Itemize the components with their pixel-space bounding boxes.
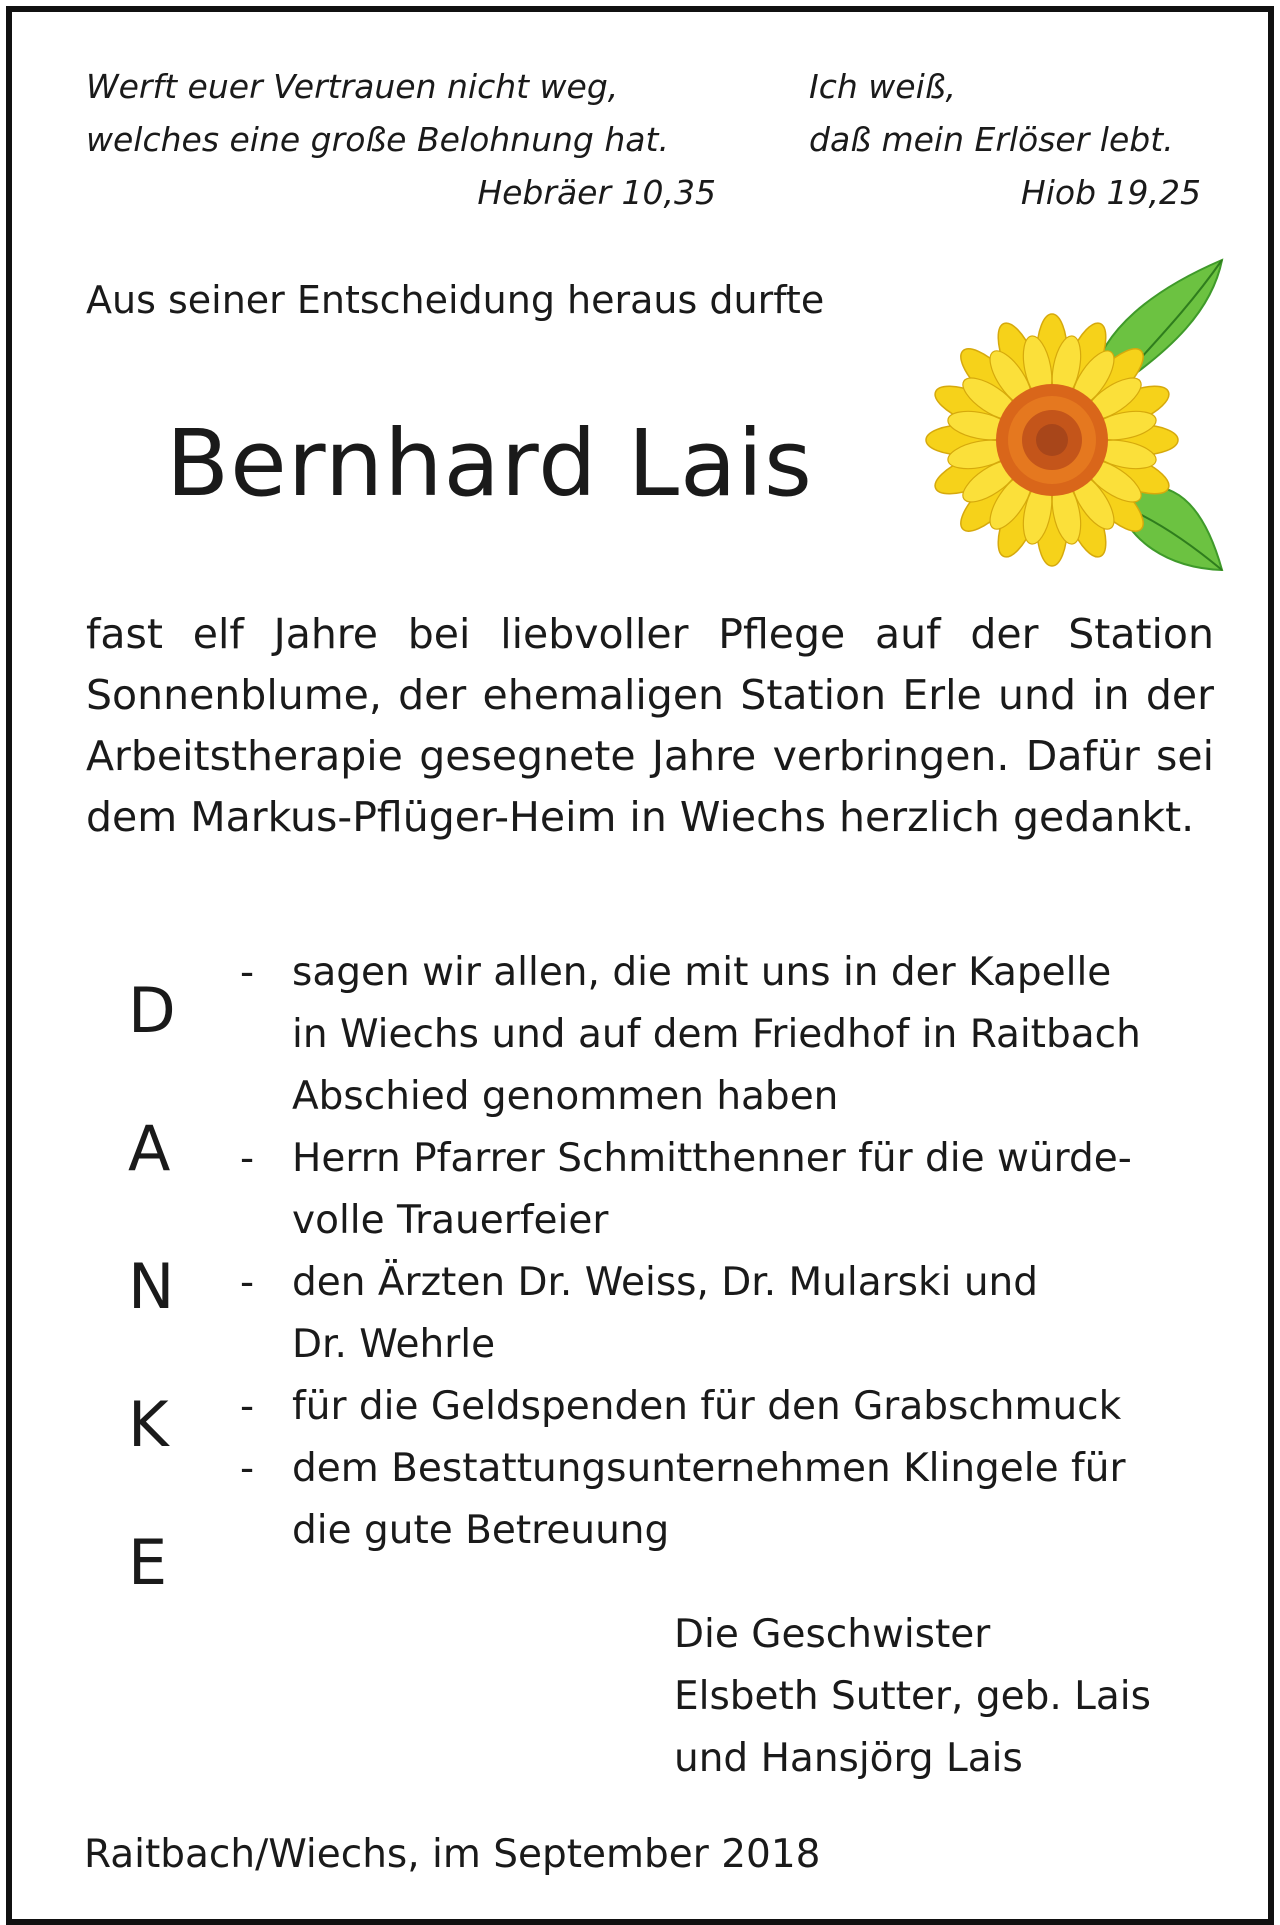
thanks-line: Dr. Wehrle [292,1322,496,1367]
list-item [240,1252,1240,1376]
deceased-name: Bernhard Lais [166,410,813,517]
list-item [240,1128,1240,1252]
list-item [240,942,1240,1128]
place-date: Raitbach/Wiechs, im September 2018 [84,1832,821,1877]
thanks-line: Herrn Pfarrer Schmitthenner für die würde- [292,1136,1132,1181]
thanks-line: Abschied genommen haben [292,1074,839,1119]
danke-letter: K [128,1388,169,1461]
verse-line: Ich weiß, [809,67,957,106]
dash-marker: - [240,1260,255,1305]
danke-letter: A [128,1112,171,1185]
signature-line: und Hansjörg Lais [674,1736,1023,1781]
thanks-line: in Wiechs und auf dem Friedhof in Raitbach [292,1012,1141,1057]
dash-marker: - [240,1384,255,1429]
danke-acrostic [128,942,176,1632]
verse-line: daß mein Erlöser lebt. [809,120,1174,159]
danke-letter: D [128,974,176,1047]
signature-block [674,1604,1151,1790]
intro-text: Aus seiner Entscheidung heraus durfte [86,278,825,322]
verse-line: Werft euer Vertrauen nicht weg, [86,67,619,106]
thanks-line: die gute Betreuung [292,1508,670,1553]
dash-marker: - [240,1446,255,1491]
thanks-line: für die Geldspenden für den Grabschmuck [292,1384,1122,1429]
danke-letter: N [128,1250,175,1323]
list-item [240,1438,1240,1562]
dash-marker: - [240,950,255,995]
verse-reference: Hebräer 10,35 [477,173,716,212]
list-item [240,1376,1240,1438]
bible-verse-right [809,60,1201,219]
thanks-list [240,942,1240,1562]
bible-verse-left [86,60,716,219]
obituary-card [6,6,1274,1925]
sunflower-icon [922,250,1232,580]
thanks-line: sagen wir allen, die mit uns in der Kapelle [292,950,1112,995]
thanks-line: den Ärzten Dr. Weiss, Dr. Mularski und [292,1260,1039,1305]
body-paragraph: fast elf Jahre bei liebvoller Pflege auf der Station Sonnenblume, der ehemaligen Station Erle und in der Arbeitstherapie gesegnete Jahre verbringen. Dafür sei dem Markus-Pflüger-Heim in Wiechs herzlich gedankt. [86,610,1214,841]
signature-line: Elsbeth Sutter, geb. Lais [674,1674,1151,1719]
verse-line: welches eine große Belohnung hat. [86,120,669,159]
danke-letter: E [128,1526,168,1599]
thanks-line: dem Bestattungsunternehmen Klingele für [292,1446,1126,1491]
verse-reference: Hiob 19,25 [1020,173,1201,212]
dash-marker: - [240,1136,255,1181]
thanks-line: volle Trauerfeier [292,1198,609,1243]
signature-line: Die Geschwister [674,1612,991,1657]
